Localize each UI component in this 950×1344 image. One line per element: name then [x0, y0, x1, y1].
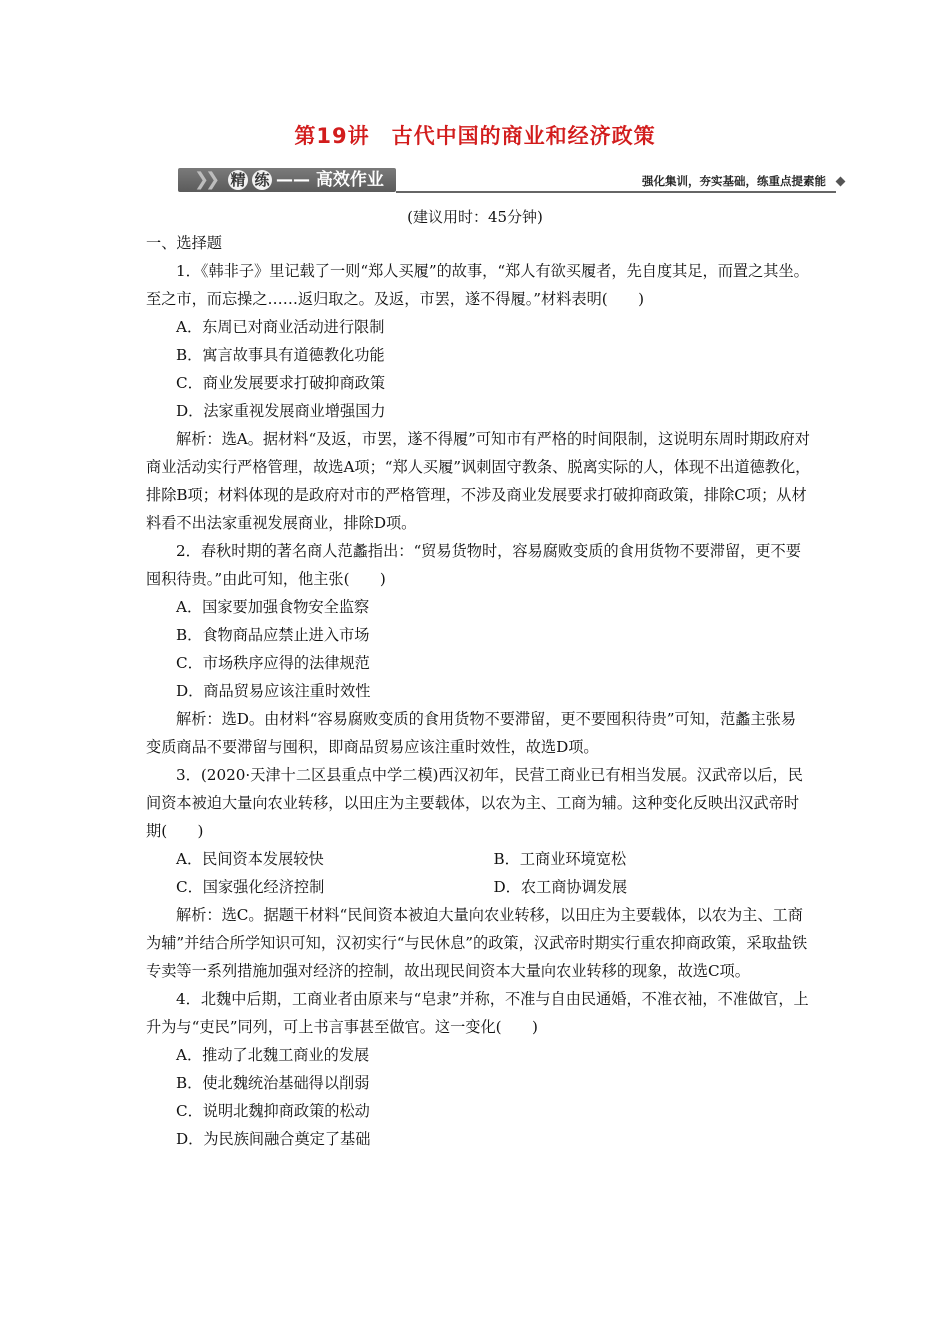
question-1-option-a: A．东周已对商业活动进行限制: [176, 318, 385, 336]
question-2-stem: 2．春秋时期的著名商人范蠡指出：“贸易货物时，容易腐败变质的食用货物不要滞留，更不要囤积待贵。”由此可知，他主张( ): [146, 542, 801, 588]
question-1-analysis: 解析：选A。据材料“及返，市罢，遂不得履”可知市有严格的时间限制，这说明东周时期政府对商业活动实行严格管理，故选A项；“郑人买履”讽刺固守教条、脱离实际的人，体现不出道德教化，排除B项；材料体现的是政府对市的严格管理，不涉及商业发展要求打破抑商政策，排除C项；从材料看不出法家重视发展商业，排除D项。: [146, 430, 811, 532]
question-3-option-a: A．民间资本发展较快: [176, 850, 324, 868]
question-1-option-d: D．法家重视发展商业增强国力: [176, 402, 386, 420]
banner-label-lian: 练: [252, 170, 272, 190]
lesson-title: 第19讲 古代中国的商业和经济政策: [294, 124, 656, 148]
practice-banner: [178, 165, 846, 195]
diamond-icon: [836, 177, 846, 187]
question-2-analysis: 解析：选D。由材料“容易腐败变质的食用货物不要滞留，更不要囤积待贵”可知，范蠡主张易变质商品不要滞留与囤积，即商品贸易应该注重时效性，故选D项。: [146, 710, 797, 756]
question-3-stem: 3．(2020·天津十二区县重点中学二模)西汉初年，民营工商业已有相当发展。汉武帝以后，民间资本被迫大量向农业转移，以田庄为主要载体，以农为主、工商为辅。这种变化反映出汉武帝时期( ): [146, 766, 803, 840]
question-4-option-c: C．说明北魏抑商政策的松动: [176, 1102, 370, 1120]
banner-slogan: 强化集训，夯实基础，练重点提素能: [642, 174, 826, 188]
question-1-option-b: B．寓言故事具有道德教化功能: [176, 346, 385, 364]
section-title: 一、选择题: [146, 234, 222, 252]
banner-rule: [396, 191, 836, 193]
question-2-option-b: B．食物商品应禁止进入市场: [176, 626, 370, 644]
question-4-stem: 4．北魏中后期，工商业者由原来与“皂隶”并称，不准与自由民通婚，不准衣袖，不准做官，上升为与“吏民”同列，可上书言事甚至做官。这一变化( ): [146, 990, 809, 1036]
question-3-option-c: C．国家强化经济控制: [176, 878, 325, 896]
question-2-option-d: D．商品贸易应该注重时效性: [176, 682, 371, 700]
question-3-analysis: 解析：选C。据题干材料“民间资本被迫大量向农业转移，以田庄为主要载体，以农为主、工商为辅”并结合所学知识可知，汉初实行“与民休息”的政策，汉武帝时期实行重农抑商政策，采取盐铁专卖等一系列措施加强对经济的控制，故出现民间资本大量向农业转移的现象，故选C项。: [146, 906, 808, 980]
question-3-option-d: D．农工商协调发展: [493, 878, 628, 896]
question-3-option-b: B．工商业环境宽松: [493, 850, 627, 868]
double-chevron-icon: ❯❯: [194, 169, 217, 190]
banner-subtitle: —— 高效作业: [276, 170, 384, 190]
question-3-options-row-2: [146, 873, 811, 901]
banner-label-jing: 精: [228, 170, 248, 190]
question-2-option-c: C．市场秩序应得的法律规范: [176, 654, 370, 672]
question-4-option-b: B．使北魏统治基础得以削弱: [176, 1074, 370, 1092]
question-1-option-c: C．商业发展要求打破抑商政策: [176, 374, 386, 392]
exercise-content: [146, 229, 811, 1153]
question-4-option-d: D．为民族间融合奠定了基础: [176, 1130, 371, 1148]
question-1-stem: 1．《韩非子》里记载了一则“郑人买履”的故事，“郑人有欲买履者，先自度其足，而置之其坐。至之市，而忘操之……返归取之。及返，市罢，遂不得履。”材料表明( ): [146, 262, 809, 308]
question-2-option-a: A．国家要加强食物安全监察: [176, 598, 370, 616]
question-3-options-row-1: [146, 845, 811, 873]
question-4-option-a: A．推动了北魏工商业的发展: [176, 1046, 370, 1064]
suggested-time: (建议用时：45分钟): [407, 208, 543, 226]
